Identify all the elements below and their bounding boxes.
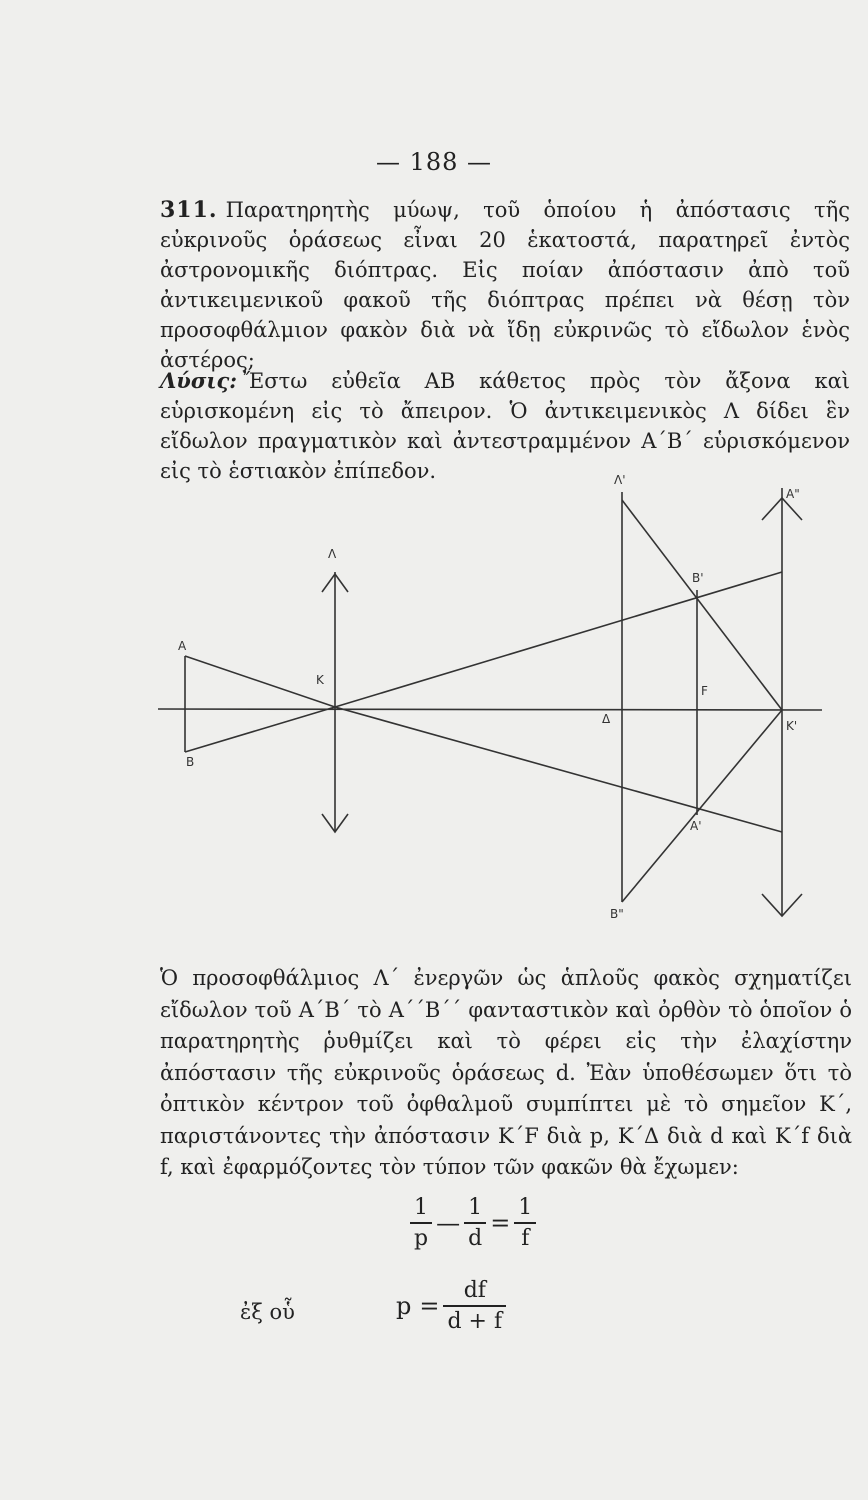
- problem-number: 311.: [160, 197, 218, 223]
- fraction-df-over-d-plus-f: $\frac{df}{d + f}$: [443, 1278, 506, 1334]
- equals-sign: =: [490, 1209, 511, 1237]
- label-lens2: Λ': [614, 473, 626, 487]
- solution-paragraph: [160, 366, 850, 486]
- label-lens1: Λ: [328, 547, 337, 561]
- label-a2: A": [786, 487, 800, 501]
- label-b: B: [186, 755, 195, 769]
- solution-text: Ἔστω εὐθεῖα ΑΒ κάθετος πρὸς τὸν ἄξονα καὶ εὑρισκομένη εἰς τὸ ἄπειρον. Ὁ ἀντικειμενικὸς Λ δίδει ἓν εἴδωλον πραγματικὸν καὶ ἀντεστραμμένον Α΄Β΄ εὑρισκόμενον εἰς τὸ ἑστιακὸν ἐπίπεδον.: [160, 369, 850, 483]
- label-k2: K': [786, 719, 798, 733]
- label-f: F: [701, 684, 708, 698]
- optical-axis: [158, 709, 822, 710]
- result-formula: [392, 1278, 506, 1334]
- fraction-1-over-f: $\frac{1}{f}$: [514, 1195, 536, 1251]
- ray-a2-k2: [622, 500, 782, 710]
- problem-text: Παρατηρητὴς μύωψ, τοῦ ὁποίου ἡ ἀπόστασις τῆς εὐκρινοῦς ὁράσεως εἶναι 20 ἑκατοστά, παρατηρεῖ ἐντὸς ἀστρονομικῆς διόπτρας. Εἰς ποίαν ἀπόστασιν ἀπὸ τοῦ ἀντικειμενικοῦ φακοῦ τῆς διόπτρας πρέπει νὰ θέσῃ τὸν προσοφθάλμιον φακὸν διὰ νὰ ἴδῃ εὐκρινῶς τὸ εἴδωλον ἑνὸς ἀστέρος;: [160, 198, 850, 372]
- result-equals-sign: =: [419, 1292, 440, 1320]
- label-a: A: [178, 639, 187, 653]
- lens-formula: [410, 1195, 536, 1251]
- problem-statement: [160, 195, 850, 375]
- label-b1: B': [692, 571, 704, 585]
- fraction-1-over-d: $\frac{1}{d}$: [464, 1195, 486, 1251]
- label-delta: Δ: [602, 712, 611, 726]
- label-k: K: [316, 673, 324, 687]
- whence-label: ἐξ οὗ: [240, 1300, 295, 1324]
- solution-label: Λύσις:: [160, 368, 238, 393]
- formula-lhs: p: [396, 1292, 412, 1320]
- explanation-paragraph: Ὁ προσοφθάλμιος Λ΄ ἐνεργῶν ὡς ἁπλοῦς φακὸς σχηματίζει εἴδωλον τοῦ Α΄Β΄ τὸ Α΄΄Β΄΄ φανταστικὸν καὶ ὀρθὸν τὸ ὁποῖον ὁ παρατηρητὴς ῥυθμίζει καὶ τὸ φέρει εἰς τὴν ἐλαχίστην ἀπόστασιν τῆς εὐκρινοῦς ὁράσεως d. Ἐὰν ὑποθέσωμεν ὅτι τὸ ὀπτικὸν κέντρον τοῦ ὀφθαλμοῦ συμπίπτει μὲ τὸ σημεῖον Κ΄, παριστάνοντες τὴν ἀπόστασιν Κ΄F διὰ p, Κ΄Δ διὰ d καὶ K΄f διὰ f, καὶ ἐφαρμόζοντες τὸν τύπον τῶν φακῶν θὰ ἔχωμεν:: [160, 966, 852, 1179]
- ray-b2-k2: [622, 710, 782, 902]
- ray-b-k: [185, 707, 335, 752]
- label-a1: A': [690, 819, 702, 833]
- fraction-1-over-p: $\frac{1}{p}$: [410, 1195, 432, 1251]
- label-b2: B": [610, 907, 624, 921]
- telescope-ray-diagram: [150, 470, 830, 940]
- ray-k-b1: [335, 572, 782, 707]
- ray-a-k: [185, 656, 335, 707]
- page-number: — 188 —: [375, 148, 493, 176]
- minus-sign: —: [436, 1209, 461, 1237]
- ray-k-a1: [335, 707, 782, 832]
